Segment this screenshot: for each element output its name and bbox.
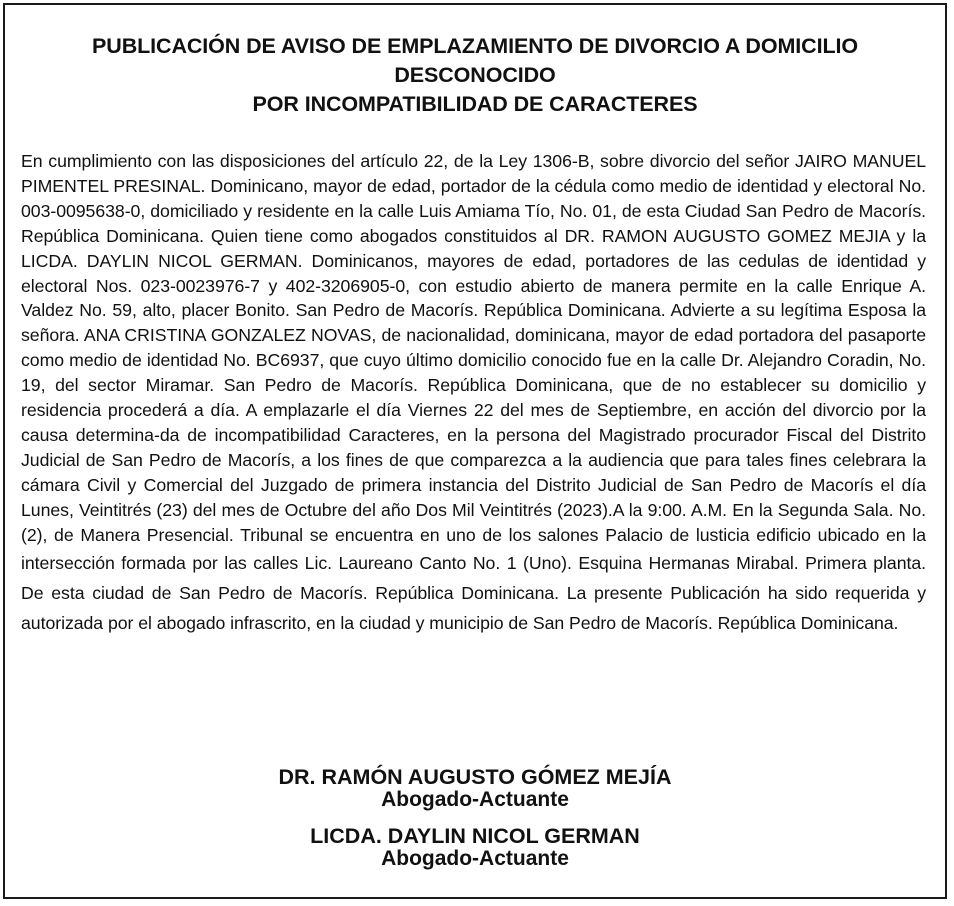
notice-title-line-1: PUBLICACIÓN DE AVISO DE EMPLAZAMIENTO DE DIVORCIO A DOMICILIO [92, 34, 858, 58]
notice-title-line-2: DESCONOCIDO [394, 63, 556, 87]
signature-block-1 [5, 765, 945, 810]
signature-role-2: Abogado-Actuante [381, 847, 569, 870]
signature-block-2 [5, 824, 945, 869]
notice-title-line-3: POR INCOMPATIBILIDAD DE CARACTERES [252, 92, 698, 116]
notice-body [21, 149, 926, 638]
signature-role-1: Abogado-Actuante [381, 788, 569, 811]
notice-body-main: En cumplimiento con las disposiciones del artículo 22, de la Ley 1306-B, sobre divorcio del señor JAIRO MANUEL PIMENTEL PRESINAL. Dominicano, mayor de edad, portador de la cédula como medio de identidad y electoral No. 003-0095638-0, domiciliado y residente en la calle Luis Amiama Tío, No. 01, de esta Ciudad San Pedro de Macorís. República Dominicana. Quien tiene como abogados constituidos al DR. RAMON AUGUSTO GOMEZ MEJIA y la LICDA. DAYLIN NICOL GERMAN. Dominicanos, mayores de edad, portadores de las cedulas de identidad y electoral Nos. 023-0023976-7 y 402-3206905-0, con estudio abierto de manera permite en la calle Enrique A. Valdez No. 59, alto, placer Bonito. San Pedro de Macorís. República Dominicana. Advierte a su legítima Esposa la señora. ANA CRISTINA GONZALEZ NOVAS, de nacionalidad, dominicana, mayor de edad portadora del pasaporte como medio de identidad No. BC6937, que cuyo último domicilio conocido fue en la calle Dr. Alejandro Coradin, No. 19, del sector Miramar. San Pedro de Macorís. República Dominicana, que de no establecer su domicilio y residencia procederá a día. A emplazarle el día Viernes 22 del mes de Septiembre, en acción del divorcio por la causa determina-da de incompatibilidad Caracteres, en la persona del Magistrado procurador Fiscal del Distrito Judicial de San Pedro de Macorís, a los fines de que comparezca a la audiencia que para tales fines celebrara la cámara Civil y Comercial del Juzgado de primera instancia del Distrito Judicial de San Pedro de Macorís el día Lunes, Veintitrés (23) del mes de Octubre del año Dos Mil Veintitrés (2023).A la 9:00. A.M. En la Segunda Sala. No. (2), de Manera Presencial. Tribunal se encuentra en uno de los salones Palacio de lusticia edificio ubicado en la intersección formada por las calles Lic. [21, 151, 926, 573]
notice-body-closing: Laureano Canto No. 1 (Uno). Esquina Hermanas Mirabal. Primera planta. De esta ciudad de San Pedro de Macorís. República Dominicana. La presente Publicación ha sido requerida y autorizada por el abogado infrascrito, en la ciudad y municipio de San Pedro de Macorís. República Dominicana. [21, 552, 926, 633]
signature-name-1: DR. RAMÓN AUGUSTO GÓMEZ MEJÍA [278, 765, 672, 789]
signature-name-2: LICDA. DAYLIN NICOL GERMAN [310, 824, 640, 848]
notice-title [19, 32, 931, 119]
legal-notice [3, 3, 947, 899]
signature-section [5, 765, 945, 869]
